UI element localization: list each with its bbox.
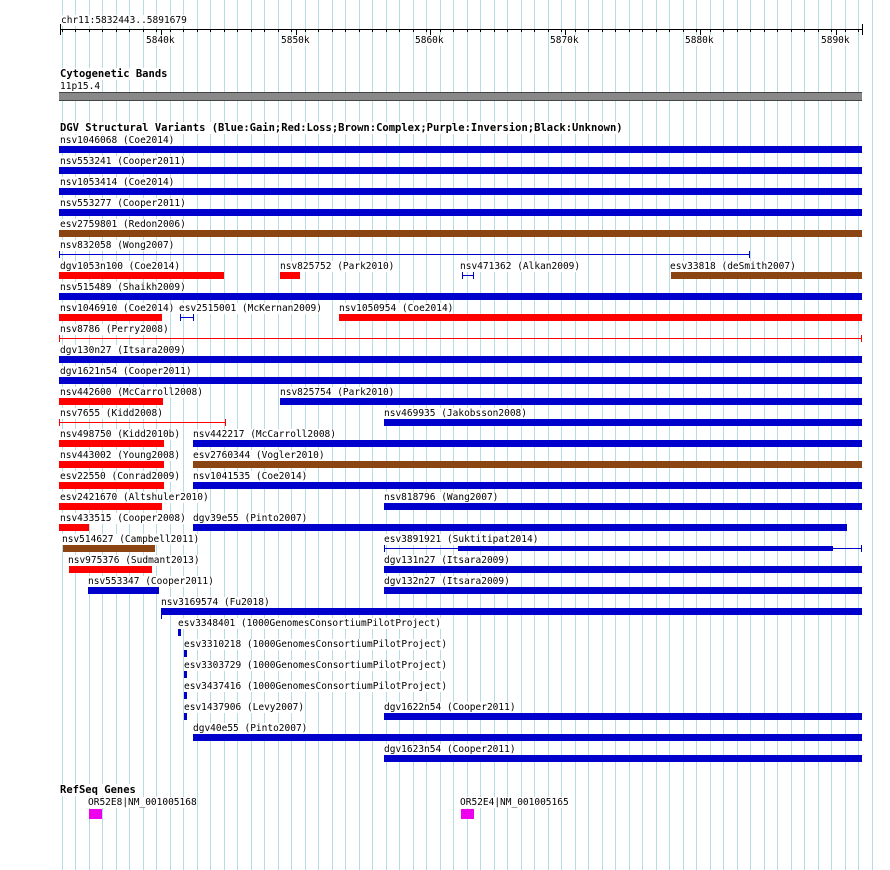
dgv-variant-bar[interactable] [59, 377, 862, 384]
dgv-variant-label[interactable]: nsv515489 (Shaikh2009) [60, 282, 186, 293]
ruler-minor-tick [696, 29, 697, 32]
dgv-variant-label[interactable]: esv2515001 (McKernan2009) [179, 303, 322, 314]
ruler-minor-tick [440, 29, 441, 32]
ruler-minor-tick [156, 29, 157, 32]
dgv-variant-label[interactable]: nsv1046910 (Coe2014) [60, 303, 175, 314]
dgv-variant-bar[interactable] [59, 524, 89, 531]
ruler-minor-tick [642, 29, 643, 32]
refseq-gene-block[interactable] [461, 809, 474, 819]
dgv-variant-label[interactable]: esv2760344 (Vogler2010) [193, 450, 325, 461]
ruler-minor-tick [318, 29, 319, 32]
dgv-variant-endcap [180, 314, 181, 321]
dgv-variant-endcap [473, 272, 474, 279]
dgv-variant-endcap [861, 545, 862, 552]
dgv-variant-label[interactable]: dgv131n27 (Itsara2009) [384, 555, 510, 566]
ruler-minor-tick [413, 29, 414, 32]
ruler-minor-tick [683, 29, 684, 32]
dgv-variant-bar[interactable] [88, 587, 159, 594]
dgv-variant-bar[interactable] [193, 524, 847, 531]
ruler-minor-tick [764, 29, 765, 32]
dgv-variant-bar[interactable] [193, 482, 862, 489]
dgv-variant-bar[interactable] [193, 440, 862, 447]
ruler-minor-tick [197, 29, 198, 32]
dgv-variant-label[interactable]: nsv825754 (Park2010) [280, 387, 395, 398]
dgv-variant-label[interactable]: nsv442217 (McCarroll2008) [193, 429, 336, 440]
ruler-minor-tick [791, 29, 792, 32]
dgv-variant-bar[interactable] [59, 398, 163, 405]
dgv-variant-bar[interactable] [59, 293, 862, 300]
ruler-minor-tick [602, 29, 603, 32]
dgv-variant-endcap [193, 314, 194, 321]
ruler-minor-tick [818, 29, 819, 32]
ruler-minor-tick [386, 29, 387, 32]
dgv-variant-bar[interactable] [69, 566, 152, 573]
dgv-variant-endcap [225, 419, 226, 426]
cytoband-bar[interactable] [59, 92, 862, 101]
dgv-variant-bar[interactable] [161, 608, 862, 615]
cytoband-label: 11p15.4 [60, 81, 101, 92]
dgv-variant-label[interactable]: esv3891921 (Suktitipat2014) [384, 534, 539, 545]
dgv-variant-bar[interactable] [59, 230, 862, 237]
ruler-minor-tick [629, 29, 630, 32]
ruler-minor-tick [507, 29, 508, 32]
dgv-variant-label[interactable]: nsv8786 (Perry2008) [60, 324, 169, 335]
dgv-variant-label[interactable]: nsv553347 (Cooper2011) [88, 576, 214, 587]
ruler-end-tick [60, 24, 61, 35]
dgv-variant-label[interactable]: esv3437416 (1000GenomesConsortiumPilotProject) [184, 681, 448, 692]
dgv-variant-bar[interactable] [458, 546, 833, 551]
ruler-minor-tick [467, 29, 468, 32]
dgv-variant-label[interactable]: nsv553277 (Cooper2011) [60, 198, 186, 209]
refseq-gene-label[interactable]: OR52E4|NM_001005165 [460, 797, 569, 808]
dgv-variant-label[interactable]: nsv975376 (Sudmant2013) [68, 555, 200, 566]
dgv-variant-label[interactable]: nsv469935 (Jakobsson2008) [384, 408, 527, 419]
dgv-variant-endcap [384, 545, 385, 552]
ruler-minor-tick [170, 29, 171, 32]
dgv-variant-bar[interactable] [59, 440, 164, 447]
dgv-variant-label[interactable]: dgv130n27 (Itsara2009) [60, 345, 186, 356]
dgv-variant-bar[interactable] [339, 314, 862, 321]
dgv-variant-label[interactable]: nsv498750 (Kidd2010b) [60, 429, 181, 440]
ruler-minor-tick [264, 29, 265, 32]
dgv-variant-bar[interactable] [59, 209, 862, 216]
ruler-minor-tick [656, 29, 657, 32]
ruler-minor-tick [561, 29, 562, 32]
dgv-variant-label[interactable]: dgv40e55 (Pinto2007) [193, 723, 308, 734]
ruler-minor-tick [575, 29, 576, 32]
ruler-minor-tick [845, 29, 846, 32]
ruler-tick-label: 5870k [550, 35, 579, 46]
dgv-variant-label[interactable]: dgv39e55 (Pinto2007) [193, 513, 308, 524]
ruler-minor-tick [750, 29, 751, 32]
dgv-variant-line[interactable] [180, 317, 194, 318]
dgv-variant-label[interactable]: nsv1046068 (Coe2014) [60, 135, 175, 146]
dgv-variant-line[interactable] [59, 254, 750, 255]
dgv-variant-bar[interactable] [178, 629, 181, 636]
ruler-minor-tick [831, 29, 832, 32]
ruler-tick-label: 5880k [685, 35, 714, 46]
ruler-axis [60, 29, 862, 30]
dgv-variant-bar[interactable] [184, 713, 187, 720]
ruler-minor-tick [723, 29, 724, 32]
ruler-tick-label: 5840k [146, 35, 175, 46]
ruler-minor-tick [143, 29, 144, 32]
ruler-minor-tick [332, 29, 333, 32]
ruler-minor-tick [237, 29, 238, 32]
ruler-minor-tick [426, 29, 427, 32]
ruler-minor-tick [804, 29, 805, 32]
dgv-variant-label[interactable]: nsv825752 (Park2010) [280, 261, 395, 272]
dgv-variant-bar[interactable] [59, 356, 862, 363]
dgv-variant-bar[interactable] [671, 272, 862, 279]
dgv-variant-bar[interactable] [59, 482, 164, 489]
refseq-gene-block[interactable] [89, 809, 102, 819]
dgv-variant-label[interactable]: esv2421670 (Altshuler2010) [60, 492, 209, 503]
ruler-minor-tick [224, 29, 225, 32]
ruler-minor-tick [372, 29, 373, 32]
dgv-variant-bar[interactable] [184, 671, 187, 678]
dgv-variant-label[interactable]: esv3303729 (1000GenomesConsortiumPilotProject) [184, 660, 448, 671]
dgv-variant-label[interactable]: nsv514627 (Campbell2011) [62, 534, 200, 545]
grid-line [872, 0, 873, 870]
dgv-variant-label[interactable]: nsv553241 (Cooper2011) [60, 156, 186, 167]
ruler-minor-tick [102, 29, 103, 32]
ruler-end-tick [862, 24, 863, 35]
dgv-variant-bar[interactable] [193, 734, 862, 741]
dgv-variant-endcap [861, 335, 862, 342]
dgv-variant-label[interactable]: nsv442600 (McCarroll2008) [60, 387, 203, 398]
dgv-variant-bar[interactable] [384, 419, 862, 426]
ruler-tick-label: 5860k [415, 35, 444, 46]
dgv-variant-bar[interactable] [63, 545, 155, 552]
ruler-minor-tick [345, 29, 346, 32]
dgv-variant-bar[interactable] [384, 503, 862, 510]
dgv-variant-bar[interactable] [280, 272, 300, 279]
dgv-variant-label[interactable]: nsv3169574 (Fu2018) [161, 597, 270, 608]
dgv-variant-endcap [462, 272, 463, 279]
ruler-minor-tick [777, 29, 778, 32]
ruler-minor-tick [116, 29, 117, 32]
dgv-variant-label[interactable]: esv1437906 (Levy2007) [184, 702, 305, 713]
ruler-minor-tick [453, 29, 454, 32]
position-label: chr11:5832443..5891679 [61, 15, 187, 26]
dgv-variant-bar[interactable] [384, 587, 862, 594]
dgv-variant-label[interactable]: nsv1041535 (Coe2014) [193, 471, 308, 482]
ruler-minor-tick [129, 29, 130, 32]
ruler-minor-tick [75, 29, 76, 32]
ruler-minor-tick [521, 29, 522, 32]
ruler-minor-tick [278, 29, 279, 32]
dgv-variant-bar[interactable] [59, 146, 862, 153]
ruler-tick-label: 5850k [281, 35, 310, 46]
ruler-minor-tick [183, 29, 184, 32]
dgv-variant-label[interactable]: esv3348401 (1000GenomesConsortiumPilotProject) [178, 618, 442, 629]
dgv-variant-label[interactable]: nsv471362 (Alkan2009) [460, 261, 581, 272]
dgv-variant-label[interactable]: dgv1623n54 (Cooper2011) [384, 744, 516, 755]
dgv-variant-label[interactable]: dgv1053n100 (Coe2014) [60, 261, 181, 272]
dgv-variant-label[interactable]: esv22550 (Conrad2009) [60, 471, 181, 482]
ruler-minor-tick [858, 29, 859, 32]
dgv-track-title[interactable]: DGV Structural Variants (Blue:Gain;Red:Loss;Brown:Complex;Purple:Inversion;Black:Unknown) [60, 122, 623, 134]
dgv-variant-bar[interactable] [59, 503, 162, 510]
ruler-minor-tick [737, 29, 738, 32]
dgv-variant-label[interactable]: nsv832058 (Wong2007) [60, 240, 175, 251]
dgv-variant-bar[interactable] [59, 188, 862, 195]
dgv-variant-bar[interactable] [280, 398, 862, 405]
ruler-minor-tick [359, 29, 360, 32]
refseq-gene-label[interactable]: OR52E8|NM_001005168 [88, 797, 197, 808]
dgv-variant-label[interactable]: nsv818796 (Wang2007) [384, 492, 499, 503]
dgv-variant-line[interactable] [59, 422, 226, 423]
dgv-variant-bar[interactable] [59, 314, 162, 321]
dgv-variant-bar[interactable] [184, 650, 187, 657]
ruler-minor-tick [588, 29, 589, 32]
dgv-variant-endcap [59, 419, 60, 426]
dgv-variant-bar[interactable] [59, 272, 224, 279]
ruler-minor-tick [710, 29, 711, 32]
dgv-variant-bar[interactable] [384, 755, 862, 762]
dgv-variant-bar[interactable] [193, 461, 862, 468]
dgv-variant-bar[interactable] [384, 713, 862, 720]
dgv-variant-label[interactable]: dgv1621n54 (Cooper2011) [60, 366, 192, 377]
ruler-tick-label: 5890k [821, 35, 850, 46]
ruler-minor-tick [62, 29, 63, 32]
ruler-minor-tick [291, 29, 292, 32]
dgv-variant-label[interactable]: nsv1053414 (Coe2014) [60, 177, 175, 188]
dgv-variant-label[interactable]: nsv443002 (Young2008) [60, 450, 181, 461]
ruler-minor-tick [399, 29, 400, 32]
dgv-variant-endcap [59, 335, 60, 342]
ruler-minor-tick [669, 29, 670, 32]
dgv-variant-label[interactable]: esv33818 (deSmith2007) [670, 261, 796, 272]
ruler-minor-tick [615, 29, 616, 32]
dgv-variant-label[interactable]: nsv7655 (Kidd2008) [60, 408, 163, 419]
ruler-minor-tick [210, 29, 211, 32]
dgv-variant-label[interactable]: dgv132n27 (Itsara2009) [384, 576, 510, 587]
dgv-variant-endcap [749, 251, 750, 258]
ruler-minor-tick [251, 29, 252, 32]
dgv-variant-bar[interactable] [384, 566, 862, 573]
dgv-variant-label[interactable]: esv3310218 (1000GenomesConsortiumPilotProject) [184, 639, 448, 650]
dgv-variant-bar[interactable] [59, 461, 164, 468]
dgv-variant-line[interactable] [59, 338, 862, 339]
dgv-variant-label[interactable]: dgv1622n54 (Cooper2011) [384, 702, 516, 713]
dgv-variant-label[interactable]: esv2759801 (Redon2006) [60, 219, 186, 230]
ruler-minor-tick [494, 29, 495, 32]
dgv-variant-bar[interactable] [59, 167, 862, 174]
cytoband-track-title[interactable]: Cytogenetic Bands [60, 68, 168, 80]
ruler-minor-tick [89, 29, 90, 32]
dgv-variant-label[interactable]: nsv433515 (Cooper2008) [60, 513, 186, 524]
ruler-minor-tick [548, 29, 549, 32]
dgv-variant-label[interactable]: nsv1050954 (Coe2014) [339, 303, 454, 314]
dgv-variant-bar[interactable] [184, 692, 187, 699]
ruler-minor-tick [534, 29, 535, 32]
ruler-minor-tick [305, 29, 306, 32]
refseq-track-title[interactable]: RefSeq Genes [60, 784, 136, 796]
ruler-minor-tick [480, 29, 481, 32]
dgv-variant-endcap [59, 251, 60, 258]
